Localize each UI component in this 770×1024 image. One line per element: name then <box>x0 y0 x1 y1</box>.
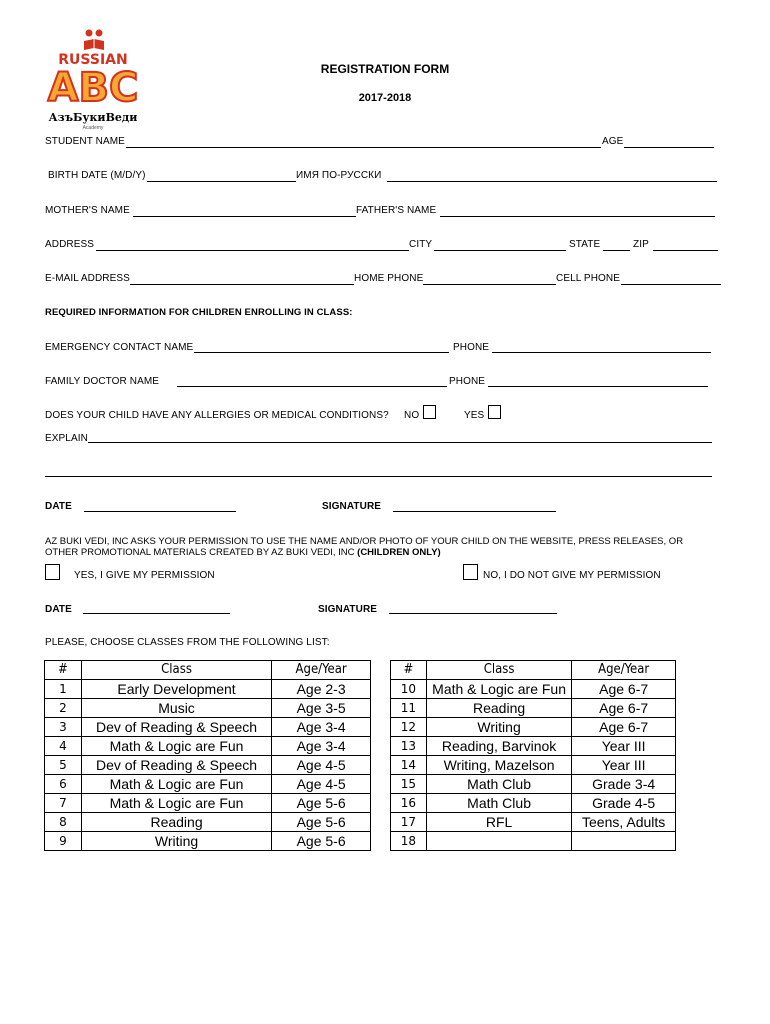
age-field[interactable] <box>624 147 714 148</box>
russian-name-label: ИМЯ ПО-РУССКИ <box>296 170 382 181</box>
class-row[interactable] <box>45 832 371 851</box>
header-age: Age/Year <box>272 661 371 680</box>
home-phone-label: HOME PHONE <box>354 273 424 284</box>
emergency-contact-field[interactable] <box>194 352 449 353</box>
logo-top-text: RUSSIAN <box>58 52 128 68</box>
logo-cyrillic-text: АзъБукиВеди <box>48 111 138 124</box>
class-number: 12 <box>391 718 427 737</box>
class-row[interactable] <box>391 718 676 737</box>
signature-label-1: SIGNATURE <box>322 501 382 512</box>
city-label: CITY <box>409 239 433 250</box>
zip-field[interactable] <box>653 250 718 251</box>
date-field-2[interactable] <box>83 613 230 614</box>
header-class: Class <box>426 661 571 680</box>
class-number: 1 <box>45 680 82 699</box>
date-label-2: DATE <box>45 604 72 615</box>
class-age: Grade 4-5 <box>572 794 676 813</box>
explain-field[interactable] <box>88 442 712 443</box>
class-number: 5 <box>45 756 82 775</box>
date-field-1[interactable] <box>84 511 236 512</box>
city-field[interactable] <box>434 250 566 251</box>
class-age: Age 3-5 <box>272 699 371 718</box>
permission-text-line2: OTHER PROMOTIONAL MATERIALS CREATED BY AZ BUKI VEDI, INC (CHILDREN ONLY) <box>45 547 441 558</box>
reading-children-icon <box>82 28 106 52</box>
classes-table-right <box>390 660 676 851</box>
signature-label-2: SIGNATURE <box>318 604 378 615</box>
emergency-contact-label: EMERGENCY CONTACT NAME <box>45 342 194 353</box>
doctor-phone-field[interactable] <box>488 386 708 387</box>
class-name: Math Club <box>426 794 571 813</box>
class-row[interactable] <box>391 813 676 832</box>
class-number: 11 <box>391 699 427 718</box>
class-age: Age 5-6 <box>272 794 371 813</box>
class-number: 9 <box>45 832 82 851</box>
allergies-yes-checkbox[interactable] <box>488 405 501 419</box>
form-title: REGISTRATION FORM <box>320 62 450 76</box>
table-header-row <box>45 661 371 680</box>
class-name: Math & Logic are Fun <box>81 775 271 794</box>
class-number: 8 <box>45 813 82 832</box>
class-age: Age 5-6 <box>272 832 371 851</box>
school-logo <box>38 26 148 134</box>
allergies-no-label: NO <box>404 410 420 421</box>
class-row[interactable] <box>45 775 371 794</box>
class-row[interactable] <box>45 699 371 718</box>
email-label: E-MAIL ADDRESS <box>45 273 130 284</box>
class-name: Dev of Reading & Speech <box>81 756 271 775</box>
class-row[interactable] <box>391 832 676 851</box>
birth-date-label: BIRTH DATE (M/D/Y) <box>48 170 146 181</box>
class-age: Age 2-3 <box>272 680 371 699</box>
email-field[interactable] <box>130 284 354 285</box>
fathers-name-field[interactable] <box>440 216 715 217</box>
class-age: Year III <box>572 737 676 756</box>
cell-phone-field[interactable] <box>621 284 721 285</box>
class-name: Reading, Barvinok <box>426 737 571 756</box>
header-number: # <box>391 661 427 680</box>
children-only-note: (CHILDREN ONLY) <box>357 547 441 558</box>
family-doctor-label: FAMILY DOCTOR NAME <box>45 376 160 387</box>
class-age: Age 4-5 <box>272 756 371 775</box>
class-number: 18 <box>391 832 427 851</box>
class-row[interactable] <box>391 680 676 699</box>
class-name: Early Development <box>81 680 271 699</box>
class-number: 7 <box>45 794 82 813</box>
class-name: Writing <box>426 718 571 737</box>
class-name <box>426 832 571 851</box>
emergency-phone-field[interactable] <box>492 352 711 353</box>
class-age: Age 5-6 <box>272 813 371 832</box>
classes-table-left <box>44 660 371 851</box>
cell-phone-label: CELL PHONE <box>556 273 620 284</box>
class-name: Math Club <box>426 775 571 794</box>
explain-field-line2[interactable] <box>45 476 712 477</box>
class-number: 10 <box>391 680 427 699</box>
class-row[interactable] <box>45 794 371 813</box>
class-age: Age 6-7 <box>572 699 676 718</box>
permission-yes-checkbox[interactable] <box>45 564 60 580</box>
class-age: Age 4-5 <box>272 775 371 794</box>
class-age: Age 6-7 <box>572 718 676 737</box>
age-label: AGE <box>602 136 624 147</box>
class-row[interactable] <box>45 680 371 699</box>
class-row[interactable] <box>45 756 371 775</box>
fathers-name-label: FATHER'S NAME <box>356 205 437 216</box>
signature-field-1[interactable] <box>393 511 556 512</box>
explain-label: EXPLAIN <box>45 433 88 444</box>
class-row[interactable] <box>391 737 676 756</box>
mothers-name-field[interactable] <box>133 216 356 217</box>
logo-small-text: Academy <box>82 125 104 131</box>
class-name: Reading <box>426 699 571 718</box>
class-name: Dev of Reading & Speech <box>81 718 271 737</box>
signature-field-2[interactable] <box>389 613 557 614</box>
header-age: Age/Year <box>572 661 676 680</box>
class-row[interactable] <box>391 794 676 813</box>
doctor-phone-label: PHONE <box>449 376 486 387</box>
form-year: 2017-2018 <box>358 92 412 104</box>
state-label: STATE <box>569 239 601 250</box>
student-name-label: STUDENT NAME <box>45 136 125 147</box>
family-doctor-field[interactable] <box>177 386 447 387</box>
allergies-question: DOES YOUR CHILD HAVE ANY ALLERGIES OR MEDICAL CONDITIONS? <box>45 410 389 421</box>
header-class: Class <box>81 661 271 680</box>
class-name: Writing <box>81 832 271 851</box>
class-number: 13 <box>391 737 427 756</box>
class-name: RFL <box>426 813 571 832</box>
permission-no-checkbox[interactable] <box>463 564 478 580</box>
class-number: 15 <box>391 775 427 794</box>
class-name: Math & Logic are Fun <box>426 680 571 699</box>
state-field[interactable] <box>603 250 630 251</box>
permission-text <box>45 536 735 558</box>
class-name: Writing, Mazelson <box>426 756 571 775</box>
class-number: 6 <box>45 775 82 794</box>
class-name: Math & Logic are Fun <box>81 794 271 813</box>
date-label-1: DATE <box>45 501 72 512</box>
class-age: Year III <box>572 756 676 775</box>
allergies-yes-label: YES <box>464 410 485 421</box>
required-heading: REQUIRED INFORMATION FOR CHILDREN ENROLLING IN CLASS: <box>45 307 353 318</box>
address-label: ADDRESS <box>45 239 95 250</box>
logo-main-text: ABC <box>47 65 139 111</box>
class-row[interactable] <box>391 699 676 718</box>
header-number: # <box>45 661 82 680</box>
address-field[interactable] <box>96 250 409 251</box>
student-name-field[interactable] <box>126 147 601 148</box>
table-header-row <box>391 661 676 680</box>
class-name: Math & Logic are Fun <box>81 737 271 756</box>
class-row[interactable] <box>391 775 676 794</box>
birth-date-field[interactable] <box>147 181 296 182</box>
russian-name-field[interactable] <box>387 181 717 182</box>
class-row[interactable] <box>45 813 371 832</box>
class-age: Age 3-4 <box>272 718 371 737</box>
class-number: 4 <box>45 737 82 756</box>
class-age: Age 3-4 <box>272 737 371 756</box>
permission-text-line1: AZ BUKI VEDI, INC ASKS YOUR PERMISSION TO USE THE NAME AND/OR PHOTO OF YOUR CHILD ON THE WEBSITE, PRESS RELEASES, OR <box>45 536 684 547</box>
class-name: Music <box>81 699 271 718</box>
class-row[interactable] <box>391 756 676 775</box>
class-age: Grade 3-4 <box>572 775 676 794</box>
mothers-name-label: MOTHER'S NAME <box>45 205 130 216</box>
class-name: Reading <box>81 813 271 832</box>
class-number: 2 <box>45 699 82 718</box>
home-phone-field[interactable] <box>423 284 556 285</box>
class-age: Age 6-7 <box>572 680 676 699</box>
class-number: 14 <box>391 756 427 775</box>
zip-label: ZIP <box>633 239 649 250</box>
emergency-phone-label: PHONE <box>453 342 490 353</box>
permission-yes-label: YES, I GIVE MY PERMISSION <box>74 570 215 581</box>
class-age <box>572 832 676 851</box>
allergies-no-checkbox[interactable] <box>423 405 436 419</box>
class-row[interactable] <box>45 718 371 737</box>
class-number: 16 <box>391 794 427 813</box>
class-row[interactable] <box>45 737 371 756</box>
class-number: 3 <box>45 718 82 737</box>
class-age: Teens, Adults <box>572 813 676 832</box>
classes-instruction: PLEASE, CHOOSE CLASSES FROM THE FOLLOWING LIST: <box>45 637 330 648</box>
class-number: 17 <box>391 813 427 832</box>
permission-no-label: NO, I DO NOT GIVE MY PERMISSION <box>483 570 661 581</box>
